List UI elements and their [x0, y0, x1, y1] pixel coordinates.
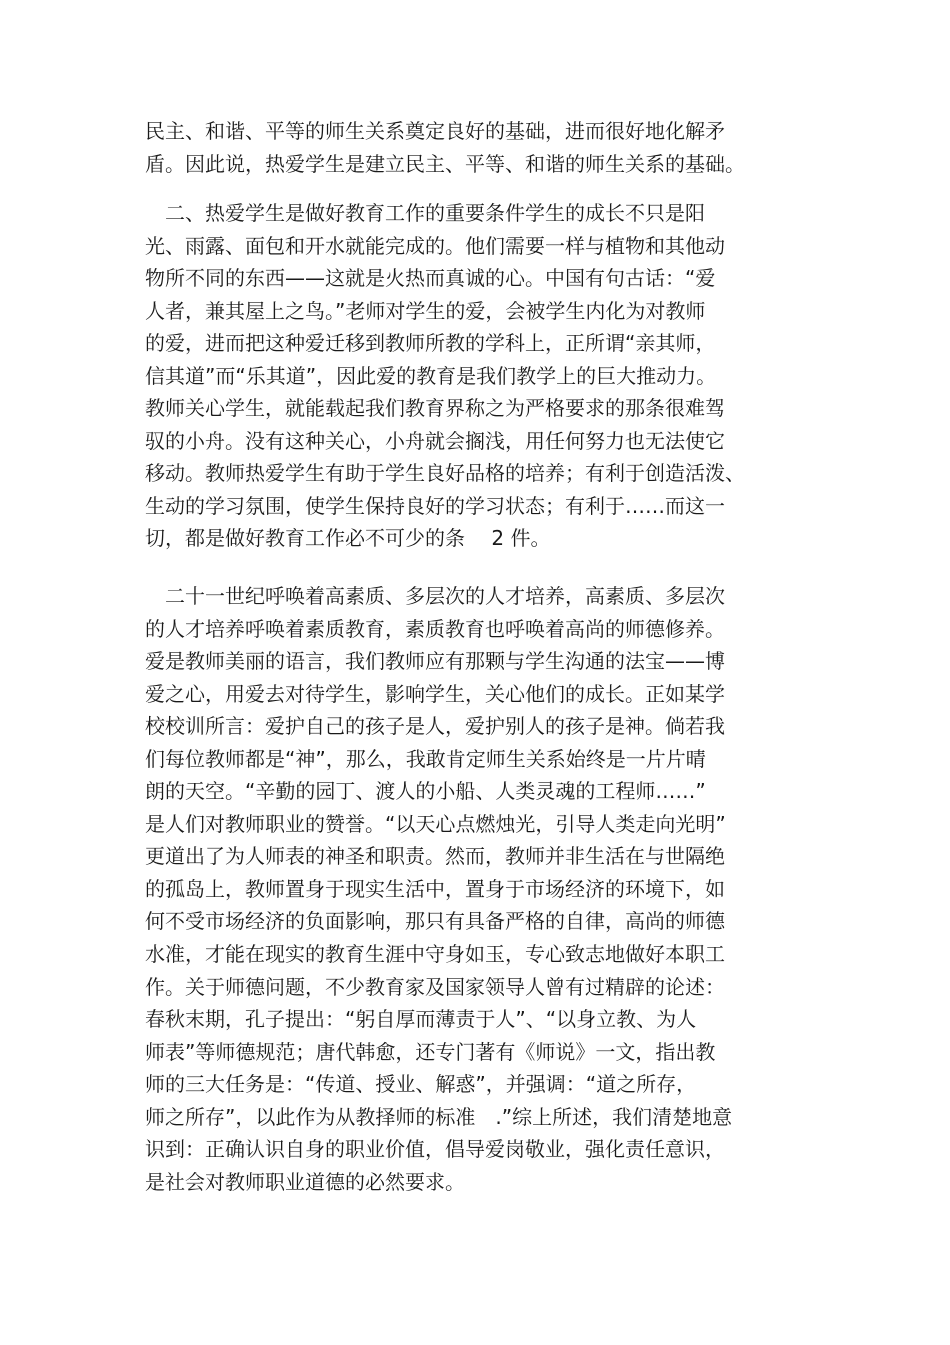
paragraph-2 [145, 197, 785, 555]
text-line: 师表”等师德规范；唐代韩愈，还专门著有《师说》一文，指出教 [145, 1039, 716, 1064]
text-line: 是人们对教师职业的赞誉。“以天心点燃烛光，引导人类走向光明” [145, 811, 726, 836]
text-line: 切，都是做好教育工作必不可少的条 2 件。 [145, 526, 551, 551]
text-line: 光、雨露、面包和开水就能完成的。他们需要一样与植物和其他动 [145, 233, 725, 258]
text-line: 何不受市场经济的负面影响，那只有具备严格的自律，高尚的师德 [145, 909, 725, 934]
text-line: 移动。教师热爱学生有助于学生良好品格的培养；有利于创造活泼、 [145, 461, 745, 486]
text-line: 爱是教师美丽的语言，我们教师应有那颗与学生沟通的法宝——博 [145, 649, 725, 674]
text-line: 生动的学习氛围，使学生保持良好的学习状态；有利于……而这一 [145, 493, 725, 518]
text-line: 的孤岛上，教师置身于现实生活中，置身于市场经济的环境下，如 [145, 876, 725, 901]
text-line: 识到：正确认识自身的职业价值，倡导爱岗敬业，强化责任意识， [145, 1137, 725, 1162]
text-line: 水准，才能在现实的教育生涯中守身如玉，专心致志地做好本职工 [145, 942, 725, 967]
text-line: 是社会对教师职业道德的必然要求。 [145, 1169, 465, 1194]
text-line: 爱之心，用爱去对待学生，影响学生，关心他们的成长。正如某学 [145, 681, 725, 706]
text-line: 的人才培养呼唤着素质教育，素质教育也呼唤着高尚的师德修养。 [145, 616, 725, 641]
text-line: 作。关于师德问题，不少教育家及国家领导人曾有过精辟的论述： [145, 974, 725, 999]
text-line: 二、热爱学生是做好教育工作的重要条件学生的成长不只是阳 [145, 201, 705, 225]
text-line: 更道出了为人师表的神圣和职责。然而，教师并非生活在与世隔绝 [145, 844, 725, 869]
text-line: 校校训所言：爱护自己的孩子是人，爱护别人的孩子是神。倘若我 [145, 714, 725, 739]
paragraph-1 [145, 115, 785, 180]
text-line: 教师关心学生，就能载起我们教育界称之为严格要求的那条很难驾 [145, 396, 725, 421]
text-line: 们每位教师都是“神”，那么，我敢肯定师生关系始终是一片片晴 [145, 746, 706, 771]
text-line: 师之所存”，以此作为从教择师的标准 .”综上所述，我们清楚地意 [145, 1104, 733, 1129]
text-line: 春秋末期，孔子提出：“躬自厚而薄责于人”、“以身立教、为人 [145, 1007, 697, 1032]
text-line: 的爱，进而把这种爱迁移到教师所教的学科上，正所谓“亲其师， [145, 331, 716, 356]
text-line: 民主、和谐、平等的师生关系奠定良好的基础，进而很好地化解矛 [145, 119, 725, 143]
text-line: 人者，兼其屋上之鸟。”老师对学生的爱，会被学生内化为对教师 [145, 298, 706, 323]
text-line: 信其道”而“乐其道”，因此爱的教育是我们教学上的巨大推动力。 [145, 363, 717, 388]
paragraph-3 [145, 580, 785, 1198]
text-line: 驭的小舟。没有这种关心，小舟就会搁浅，用任何努力也无法使它 [145, 428, 725, 453]
text-line: 师的三大任务是：“传道、授业、解惑”，并强调：“道之所存， [145, 1072, 697, 1097]
text-line: 二十一世纪呼唤着高素质、多层次的人才培养，高素质、多层次 [145, 584, 725, 608]
text-line: 朗的天空。“辛勤的园丁、渡人的小船、人类灵魂的工程师……” [145, 779, 706, 804]
text-line: 盾。因此说，热爱学生是建立民主、平等、和谐的师生关系的基础。 [145, 151, 745, 176]
text-line: 物所不同的东西——这就是火热而真诚的心。中国有句古话：“爱 [145, 266, 716, 291]
